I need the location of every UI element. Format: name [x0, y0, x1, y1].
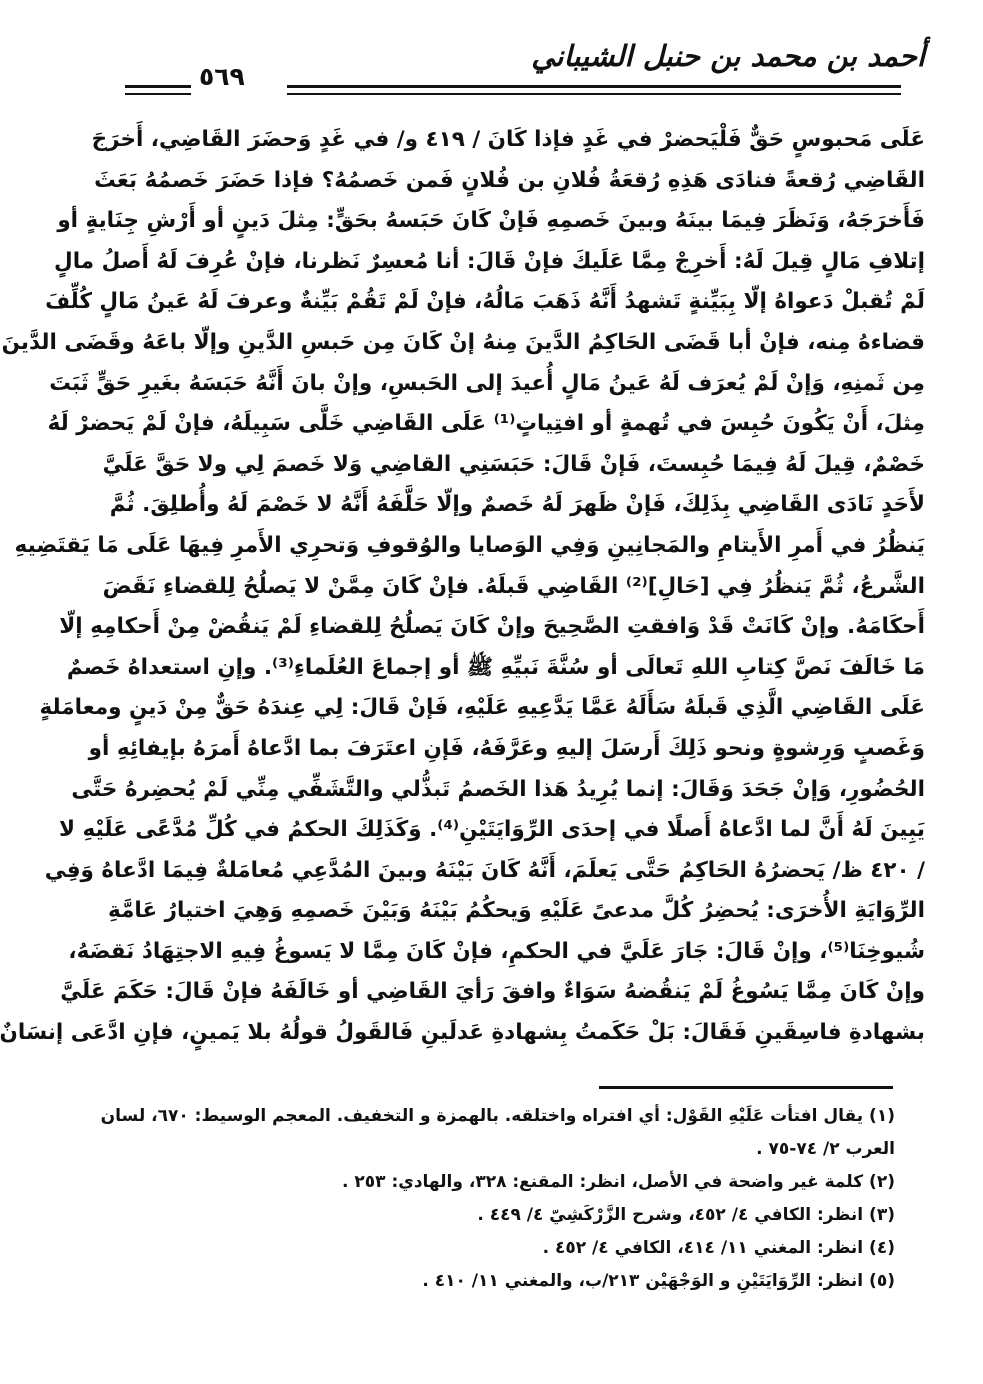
text-line-16: وَغَصبٍ وَرِشوةٍ ونحو ذَلِكَ أَرسَلَ إليهِ وعَرَّفَهُ، فَإنِ اعتَرَفَ بما ادَّعاهُ أَمرَهُ بإيفائِهِ أو — [88, 735, 925, 761]
text-line-17: الحُضُورِ، وَإنْ جَحَدَ وَقَالَ: إنما يُرِيدُ هَذا الخَصمُ تَبذُّلي والتَّشَفِّي مِنِّي لَمْ يُحضِرهُ حَتَّى — [71, 776, 925, 802]
header-rule-right — [287, 85, 901, 95]
page-number: ٥٦٩ — [199, 62, 245, 91]
text-line-6: قضاءهُ مِنه، فإنْ أبا قَضَى الحَاكِمُ الدَّينَ مِنهُ إنْ كَانَ مِن حَبسِ الدَّينِ وإلّا باعَهُ وقَضَى الدَّينَ — [1, 329, 925, 355]
footnote-separator — [599, 1086, 893, 1089]
text-line-9: خَصْمٌ، قِيلَ لَهُ فِيمَا حُبِستَ، فَإنْ قَالَ: حَبَسَنِي القاضِي وَلا خَصمَ لِي ولا حَقَّ عَلَيَّ — [102, 451, 925, 477]
text-line-13: أَحكَامَهُ. وإنْ كَانَتْ قَدْ وَافقتِ الصَّحِيحَ وإنْ كَانَ يَصلُحُ لِلقضاءِ لَمْ يَنقُضْ مِنْ أَحكامِهِ إلّا — [59, 614, 925, 640]
text-line-12: الشَّرعُ، ثُمَّ يَنظُرُ فِي [حَالِ]⁽²⁾ القَاضِي قَبلَهُ. فإنْ كَانَ مِمَّنْ لا يَصلُحُ لِلقضاءِ نَقَضَ — [102, 573, 925, 599]
text-line-10: لأَحَدٍ نَادَى القَاضِي بِذَلِكَ، فَإنْ ظَهرَ لَهُ خَصمٌ وإلّا حَلَّفَهُ أَنَّهُ لا خَصْمَ لَهُ وأُطلِقَ. ثُمَّ — [109, 492, 925, 518]
text-line-15: عَلَى القَاضِي الَّذِي قَبلَهُ سَأَلَهُ عَمَّا يَدَّعِيهِ عَلَيْهِ، فَإنْ قَالَ: لِي عِندَهُ حَقٌّ مِنْ دَينٍ ومعامَلةٍ — [39, 695, 925, 721]
text-line-7: مِن ثَمنِهِ، وَإنْ لَمْ يُعرَف لَهُ عَينُ مَالٍ أُعيدَ إلى الحَبسِ، وإنْ بانَ أَنَّهُ حَبَسَهُ بغَيرِ حَقٍّ ثَبَتَ — [49, 370, 925, 396]
text-line-18: يَبِينَ لَهُ أَنَّ لما ادَّعاهُ أَصلًا في إحدَى الرِّوَايَتَيْنِ⁽⁴⁾. وَكَذَلِكَ الحكمُ في كُلِّ مُدَّعًى عَلَيْهِ لا — [59, 817, 925, 843]
text-line-8: مِثلَ، أَنْ يَكُونَ حُبِسَ في تُهمةٍ أو افتِياتٍ⁽¹⁾ عَلَى القَاضِي خَلَّى سَبِيلَهُ، فإنْ لَمْ يَحضرْ لَهُ — [47, 411, 925, 437]
text-line-19: / ٤٢٠ ظ/ يَحضرُهُ الحَاكِمُ حَتَّى يَعلَمَ، أَنَّهُ كَانَ بَيْنَهُ وبينَ المُدَّعِي مُعامَلةٌ فِيمَا ادَّعاهُ وَفِي — [44, 857, 925, 883]
header-rule-left — [125, 85, 191, 95]
footnotes — [100, 1100, 895, 1298]
footnote-2: (٢) كلمة غير واضحة في الأصل، انظر: المقنع: ٣٢٨، والهادي: ٢٥٣ . — [342, 1172, 895, 1192]
main-text — [0, 120, 925, 1054]
footnote-1: (١) يقال افتأت عَلَيْهِ القَوْل: أي افتراه واختلقه. بالهمزة و التخفيف. المعجم الوسيط: ٦٧٠، لسان — [100, 1106, 895, 1126]
footnote-5: (٥) انظر: الرِّوَايَتَيْنِ و الوَجْهَيْن ٢١٣/ب، والمغني ١١/ ٤١٠ . — [422, 1271, 895, 1291]
text-line-3: فَأَخرَجَهُ، وَنَظَرَ فِيمَا بينَهُ وبينَ خَصمِهِ فَإنْ كَانَ حَبَسهُ بحَقٍّ: مِثلَ دَينٍ أو أَرْشِ جِنَايةٍ أو — [57, 208, 925, 234]
text-line-4: إتلافِ مَالٍ قِيلَ لَهُ: أَخرِجْ مِمَّا عَلَيكَ فإنْ قَالَ: أنا مُعسِرٌ نَظرنا، فإنْ عُرِفَ لَهُ أَصلُ مالٍ — [54, 248, 925, 274]
text-line-23: بشهادةِ فاسِقَينِ فَقَالَ: بَلْ حَكَمتُ بِشهادةِ عَدلَينِ فَالقَولُ قولُهُ بلا يَمينٍ، فإنِ ادَّعَى إنسَانٌ — [0, 1020, 925, 1046]
footnote-3: (٣) انظر: الكافي ٤/ ٤٥٢، وشرح الزَّرْكَشِيّ ٤/ ٤٤٩ . — [477, 1205, 895, 1225]
text-line-5: لَمْ تُقبلْ دَعواهُ إلّا بِبَيِّنةٍ تَشهدُ أَنَّهُ ذَهَبَ مَالُهُ، فإنْ لَمْ تَقُمْ بَيِّنةٌ وعرفَ لَهُ عَينُ مَالٍ كُلِّفَ — [45, 289, 925, 315]
footnote-4: (٤) انظر: المغني ١١/ ٤١٤، الكافي ٤/ ٤٥٢ . — [542, 1238, 895, 1258]
text-line-2: القَاضِي رُقعةً فنادَى هَذِهِ رُقعَةُ فُلانِ بن فُلانٍ فَمن خَصمُهُ؟ فإذا حَضَرَ خَصمُهُ بَعَثَ — [94, 167, 925, 193]
running-title: أحمد بن محمد بن حنبل الشيباني — [531, 39, 925, 73]
text-line-22: وإنْ كَانَ مِمَّا يَسُوغُ لَمْ يَنقُضهُ سَوَاءٌ وافقَ رَأيَ القَاضِي أو خَالَفَهُ فإنْ قَالَ: حَكَمَ عَلَيَّ — [60, 979, 925, 1005]
text-line-14: مَا خَالَفَ نَصَّ كِتابِ اللهِ تَعالَى أو سُنَّةَ نَبيِّهِ ﷺ أو إجماعَ العُلَماءِ⁽³⁾. وإنِ استعداهُ خَصمٌ — [66, 654, 925, 680]
text-line-21: شُيوخِنَا⁽⁵⁾، وإنْ قَالَ: جَارَ عَلَيَّ في الحكمِ، فإنْ كَانَ مِمَّا لا يَسوغُ فِيهِ الاجتِهَادُ نَقضَهُ، — [68, 938, 925, 964]
text-line-11: يَنظُرُ في أَمرِ الأَيتامِ والمَجانِينِ وَفِي الوَصايا والوُقوفِ وَتحرِي الأَمرِ فِيهَا عَلَى مَا يَقتَضِيهِ — [14, 532, 925, 558]
text-line-20: الرِّوَايَةِ الأُخرَى: يُحضِرُ كُلَّ مدعىً عَلَيْهِ وَيحكُمُ بَيْنَهُ وَبَيْنَ خَصمِهِ وَهِيَ اختيارُ عَامَّةِ — [108, 898, 925, 924]
footnote-1-continued: العرب ٢/ ٧٤-٧٥ . — [756, 1139, 895, 1159]
text-line-1: عَلَى مَحبوسٍ حَقٌّ فَلْيَحضرْ في غَدٍ فإذا كَانَ / ٤١٩ و/ في غَدٍ وَحضَرَ القَاضِي، أَخرَجَ — [91, 127, 925, 152]
